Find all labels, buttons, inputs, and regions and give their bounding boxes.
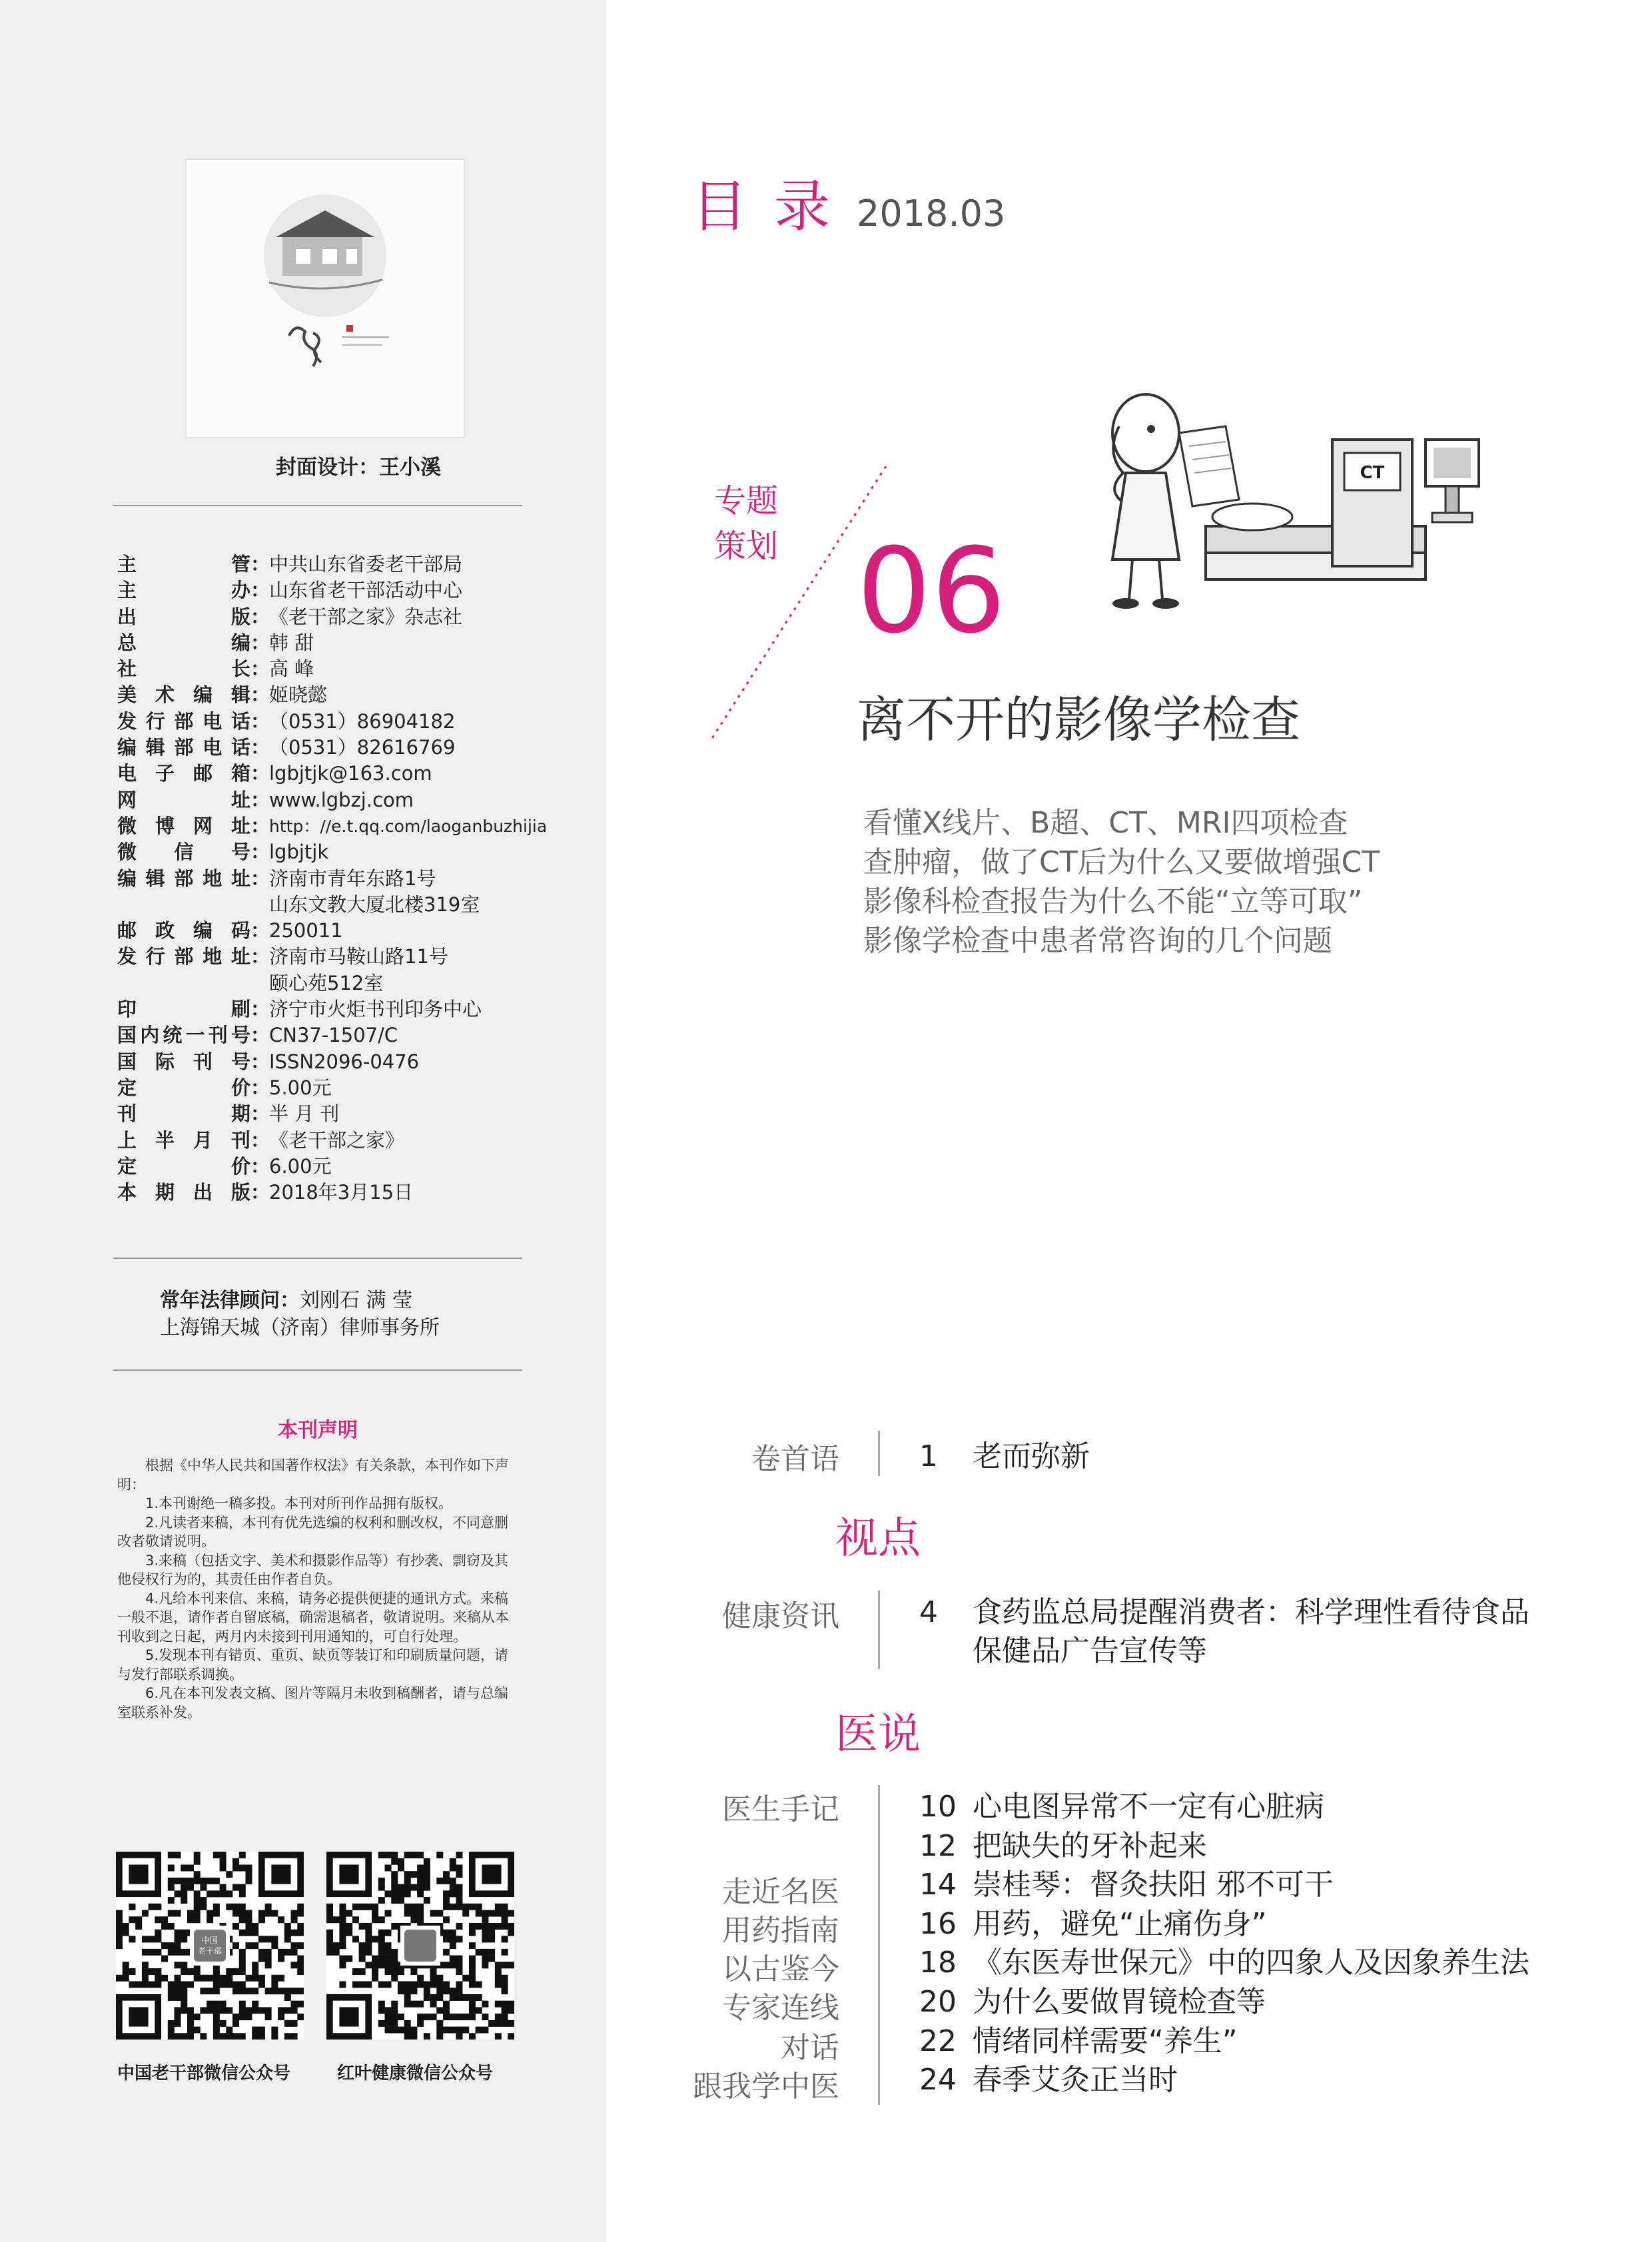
feature-subtopic[interactable]: 影像科检查报告为什么不能“立等可取” xyxy=(863,885,1363,919)
qr-caption-hongye: 红叶健康微信公众号 xyxy=(337,2063,494,2083)
masthead-colon: ： xyxy=(250,1128,270,1152)
masthead-label xyxy=(117,1128,250,1154)
toc-entry-page: 20 xyxy=(919,1985,957,2019)
section-label-health-news: 健康资讯 xyxy=(722,1599,839,1633)
toc-entry-page: 10 xyxy=(919,1790,957,1824)
notice-title: 本刊声明 xyxy=(278,1419,358,1442)
masthead-value: 5.00元 xyxy=(269,1076,332,1099)
masthead-label xyxy=(117,996,250,1022)
section-label-preface: 卷首语 xyxy=(751,1442,839,1476)
masthead-colon: ： xyxy=(250,553,270,575)
masthead-colon: ： xyxy=(250,683,270,707)
masthead-row xyxy=(117,866,584,919)
masthead-value: CN37-1507/C xyxy=(269,1024,398,1047)
masthead-label-char: 出 xyxy=(117,605,137,628)
masthead-label-char: 印 xyxy=(117,998,137,1021)
masthead-label-char: 箱 xyxy=(230,762,250,785)
toc-entry[interactable] xyxy=(919,2022,1238,2061)
masthead-value: http：//e.t.qq.com/laoganbuzhijia xyxy=(269,816,548,836)
notice-paragraph: 5.发现本刊有错页、重页、缺页等装订和印刷质量问题，请与发行部联系调换。 xyxy=(117,1647,509,1682)
masthead-label-char: 部 xyxy=(174,709,194,733)
masthead-label-char: 期 xyxy=(230,1102,250,1126)
notice-paragraph: 根据《中华人民共和国著作权法》有关条款，本刊作如下声明： xyxy=(117,1457,509,1493)
masthead-row xyxy=(117,1049,584,1075)
masthead-row xyxy=(117,1128,584,1154)
masthead-label-char: 总 xyxy=(117,631,137,654)
masthead-label-char: 美 xyxy=(117,683,137,707)
masthead-label-char: 信 xyxy=(174,841,194,864)
masthead-label-char: 址 xyxy=(230,867,250,890)
masthead-label-char: 微 xyxy=(117,841,137,864)
masthead-label-char: 管 xyxy=(230,553,250,575)
notice-paragraph: 2.凡读者来稿，本刊有优先选编的权利和删改权，不同意删改者敬请说明。 xyxy=(117,1514,509,1549)
masthead-label-char: 办 xyxy=(230,579,250,602)
masthead-label xyxy=(117,604,250,630)
notice-paragraph: 4.凡给本刊来信、来稿，请务必提供便捷的通讯方式。来稿一般不退，请作者自留底稿，确需退稿者，敬请说明。来稿从本刊收到之日起，两月内未接到刊用通知的，可自行处理。 xyxy=(117,1590,509,1645)
masthead-label-char: 地 xyxy=(203,867,222,890)
masthead-value: 高 峰 xyxy=(269,657,314,681)
masthead-row xyxy=(117,735,584,761)
masthead-row xyxy=(117,918,584,944)
masthead-label-char: 编 xyxy=(193,919,212,942)
feature-subtopics xyxy=(863,803,1380,960)
feature-subtopic[interactable]: 影像学检查中患者常咨询的几个问题 xyxy=(863,924,1332,958)
masthead-label-char: 电 xyxy=(203,709,222,733)
masthead-label-char: 出 xyxy=(193,1181,212,1204)
masthead-row xyxy=(117,552,584,577)
masthead-value: 250011 xyxy=(269,919,343,942)
masthead-value: lgbjtjk xyxy=(269,841,329,864)
section-label-medical: 用药指南 xyxy=(722,1914,839,1948)
masthead-label-char: 刊 xyxy=(193,1050,212,1073)
masthead-label-char: 编 xyxy=(193,683,212,707)
section-bar xyxy=(878,1785,880,2105)
masthead-value: 韩 甜 xyxy=(269,631,314,654)
masthead-value: 《老干部之家》 xyxy=(269,1128,405,1152)
notice-paragraph: 3.来稿（包括文字、美术和摄影作品等）有抄袭、剽窃及其他侵权行为的，其责任由作者自负。 xyxy=(117,1552,509,1587)
masthead-label-char: 定 xyxy=(117,1076,137,1099)
masthead-label-char: 址 xyxy=(230,814,250,837)
masthead-label xyxy=(117,866,250,919)
toc-entry-title: 把缺失的牙补起来 xyxy=(973,1828,1207,1863)
feature-title[interactable]: 离不开的影像学检查 xyxy=(857,691,1300,749)
masthead-label-char: 址 xyxy=(230,945,250,968)
masthead-colon: ： xyxy=(250,919,270,942)
masthead-label-char: 际 xyxy=(155,1050,175,1073)
section-label-medical: 走近名医 xyxy=(722,1875,839,1909)
masthead-row xyxy=(117,813,584,839)
masthead-label xyxy=(117,630,250,656)
masthead-value: 济宁市火炬书刊印务中心 xyxy=(269,998,482,1021)
masthead-row xyxy=(117,944,584,996)
toc-entry-page: 1 xyxy=(919,1439,938,1473)
masthead-label-char: 价 xyxy=(230,1076,250,1099)
legal-advisor-label: 常年法律顾问： xyxy=(160,1289,300,1312)
toc-entry[interactable] xyxy=(919,1827,1207,1866)
masthead-colon: ： xyxy=(250,1154,270,1178)
ct-label: CT xyxy=(1360,463,1385,483)
section-label-medical: 跟我学中医 xyxy=(693,2069,839,2103)
masthead-label-char: 半 xyxy=(155,1128,175,1152)
masthead-value: 姬晓懿 xyxy=(269,683,328,707)
toc-entry-page: 24 xyxy=(919,2063,957,2097)
toc-header xyxy=(691,174,1006,239)
masthead-label-char: 本 xyxy=(117,1181,137,1204)
toc-entry-page: 14 xyxy=(919,1868,957,1902)
masthead-row xyxy=(117,1154,584,1180)
toc-entry[interactable] xyxy=(919,1983,1266,2022)
toc-entry-title: 情绪同样需要“养生” xyxy=(973,2024,1238,2058)
masthead-row xyxy=(117,787,584,813)
masthead-label-char: 邮 xyxy=(193,762,212,785)
masthead-value: 济南市马鞍山路11号 颐心苑512室 xyxy=(269,945,448,994)
masthead-colon: ： xyxy=(250,1181,270,1204)
law-firm: 上海锦天城（济南）律师事务所 xyxy=(160,1316,440,1339)
masthead-label-char: 号 xyxy=(230,1024,250,1047)
notice-paragraph: 6.凡在本刊发表文稿、图片等隔月未收到稿酬者，请与总编室联系补发。 xyxy=(117,1685,509,1720)
masthead-label-char: 月 xyxy=(193,1128,212,1152)
masthead-label-char: 话 xyxy=(230,736,250,759)
masthead-label-char: 地 xyxy=(203,945,222,968)
toc-entry-title: 老而弥新 xyxy=(973,1439,1090,1473)
masthead-label xyxy=(117,1154,250,1180)
masthead-label-char: 术 xyxy=(155,683,175,707)
masthead-value: 山东省老干部活动中心 xyxy=(269,579,463,602)
cover-thumbnail xyxy=(187,160,464,437)
masthead-label-char: 码 xyxy=(230,919,250,942)
notice-paragraph: 1.本刊谢绝一稿多投。本刊对所刊作品拥有版权。 xyxy=(145,1495,453,1511)
masthead-label-char: 刷 xyxy=(230,998,250,1021)
masthead-label-char: 号 xyxy=(230,1050,250,1073)
masthead-label-char: 定 xyxy=(117,1154,137,1178)
masthead-label xyxy=(117,577,250,603)
masthead-row xyxy=(117,839,584,865)
feature-subtopic[interactable]: 看懂X线片、B超、CT、MRI四项检查 xyxy=(863,806,1348,840)
section-label-medical: 以古鉴今 xyxy=(722,1952,839,1986)
masthead-label xyxy=(117,709,250,735)
toc-entry[interactable] xyxy=(919,1593,1529,1671)
masthead-row xyxy=(117,1101,584,1127)
divider xyxy=(113,1369,522,1371)
masthead-label-char: 辑 xyxy=(145,736,165,759)
masthead-label-char: 上 xyxy=(117,1128,137,1152)
qr-center-text: 老干部 xyxy=(197,1946,222,1956)
masthead-value: ISSN2096-0476 xyxy=(269,1050,420,1073)
masthead-row xyxy=(117,577,584,603)
masthead-value: 6.00元 xyxy=(269,1154,332,1178)
masthead-label xyxy=(117,656,250,682)
qr-caption-laoganbu: 中国老干部微信公众号 xyxy=(117,2063,291,2083)
masthead-value: 2018年3月15日 xyxy=(269,1181,414,1204)
section-label-medical: 医生手记 xyxy=(722,1792,839,1826)
masthead-row xyxy=(117,1075,584,1101)
masthead-row xyxy=(117,630,584,656)
section-heading-medical: 医说 xyxy=(835,1710,921,1759)
toc-entry-title: 用药，避免“止痛伤身” xyxy=(973,1906,1267,1941)
masthead-label-char: 发 xyxy=(117,945,137,968)
masthead-label-char: 版 xyxy=(230,605,250,628)
masthead-row xyxy=(117,682,584,708)
masthead-label xyxy=(117,813,250,839)
masthead-label-char: 价 xyxy=(230,1154,250,1178)
feature-tag-line2: 策划 xyxy=(714,528,779,565)
toc-title: 目录 xyxy=(691,174,857,239)
masthead-value: lgbjtjk@163.com xyxy=(269,762,432,785)
masthead-label-char: 主 xyxy=(117,579,137,602)
toc-entry[interactable] xyxy=(919,1944,1529,1982)
section-heading-viewpoint: 视点 xyxy=(835,1514,921,1563)
section-bar xyxy=(878,1431,880,1476)
toc-entry-title: 为什么要做胃镜检查等 xyxy=(973,1985,1266,2019)
cover-illustration xyxy=(189,163,461,434)
masthead-label xyxy=(117,552,250,577)
toc-entry[interactable] xyxy=(919,1905,1267,1944)
masthead-colon: ： xyxy=(250,1076,270,1099)
masthead-label-char: 话 xyxy=(230,709,250,733)
toc-entry-title: 心电图异常不一定有心脏病 xyxy=(973,1790,1324,1824)
masthead-label-char: 编 xyxy=(117,736,137,759)
masthead-colon: ： xyxy=(250,709,270,733)
masthead-label xyxy=(117,1022,250,1048)
masthead-colon: ： xyxy=(250,631,270,654)
masthead-label xyxy=(117,682,250,708)
masthead-label-char: 邮 xyxy=(117,919,137,942)
section-label-medical: 专家连线 xyxy=(722,1991,839,2025)
masthead-label-char: 国 xyxy=(117,1050,137,1073)
masthead-colon: ： xyxy=(250,736,270,759)
masthead-label-char: 址 xyxy=(230,788,250,811)
toc-entry-title: 崇桂琴：督灸扶阳 邪不可干 xyxy=(973,1868,1334,1902)
masthead-colon: ： xyxy=(250,1024,270,1047)
masthead-label-char: 网 xyxy=(117,788,137,811)
masthead-label xyxy=(117,918,250,944)
masthead-label-char: 电 xyxy=(203,736,222,759)
feature-tag-line1: 专题 xyxy=(714,482,779,520)
masthead-label-char: 部 xyxy=(174,867,194,890)
masthead-value: 半 月 刊 xyxy=(269,1102,340,1126)
qr-code-hongye[interactable] xyxy=(326,1852,514,2040)
masthead-label-char: 编 xyxy=(230,631,250,654)
masthead-label xyxy=(117,1075,250,1101)
masthead-colon: ： xyxy=(250,867,270,890)
masthead-label-char: 子 xyxy=(155,762,175,785)
masthead-label-char: 刊 xyxy=(117,1102,137,1126)
masthead-label-char: 刊 xyxy=(230,1128,250,1152)
legal-advisor-names: 刘刚石 满 莹 xyxy=(300,1289,413,1312)
divider xyxy=(113,1258,522,1259)
masthead-label-char: 辑 xyxy=(145,867,165,890)
masthead-label-char: 行 xyxy=(145,945,165,968)
masthead-row xyxy=(117,709,584,735)
masthead-colon: ： xyxy=(250,814,270,837)
masthead-label xyxy=(117,787,250,813)
masthead-label xyxy=(117,1101,250,1127)
masthead-label xyxy=(117,1049,250,1075)
toc-entry-page: 16 xyxy=(919,1906,957,1941)
masthead-value: 中共山东省委老干部局 xyxy=(269,553,463,575)
masthead-colon: ： xyxy=(250,657,270,681)
masthead-colon: ： xyxy=(250,1050,270,1073)
masthead-label-char: 部 xyxy=(174,736,194,759)
masthead-label-char: 一 xyxy=(185,1024,205,1047)
masthead-label xyxy=(117,944,250,996)
masthead-label-char: 编 xyxy=(117,867,137,890)
masthead-row xyxy=(117,656,584,682)
masthead-label-char: 内 xyxy=(140,1024,160,1047)
masthead-label xyxy=(117,839,250,865)
legal-advisor xyxy=(160,1287,440,1341)
toc-entry-page: 4 xyxy=(919,1595,938,1629)
masthead-label-char: 部 xyxy=(174,945,194,968)
masthead-label-char: 长 xyxy=(230,657,250,681)
masthead-label-char: 政 xyxy=(155,919,175,942)
ct-scan-cartoon xyxy=(1092,386,1492,613)
toc-entry[interactable] xyxy=(919,1866,1334,1904)
masthead-value: www.lgbzj.com xyxy=(269,788,414,811)
masthead-label-char: 刊 xyxy=(208,1024,228,1047)
section-label-medical: 对话 xyxy=(781,2031,839,2065)
masthead xyxy=(117,552,584,1206)
toc-entry-page: 18 xyxy=(919,1946,957,1980)
toc-entry[interactable] xyxy=(919,2061,1178,2099)
qr-code-laoganbu[interactable] xyxy=(116,1852,304,2040)
toc-entry-title: 《东医寿世保元》中的四象人及因象养生法 xyxy=(973,1946,1529,1980)
masthead-label-char: 辑 xyxy=(230,683,250,707)
masthead-label-char: 统 xyxy=(163,1024,183,1047)
masthead-colon: ： xyxy=(250,605,270,628)
masthead-colon: ： xyxy=(250,579,270,602)
masthead-label xyxy=(117,735,250,761)
masthead-value: （0531）82616769 xyxy=(269,736,456,759)
masthead-colon: ： xyxy=(250,1102,270,1126)
toc-entry[interactable] xyxy=(919,1437,1090,1476)
masthead-label-char: 国 xyxy=(117,1024,137,1047)
masthead-value: 济南市青年东路1号 山东文教大厦北楼319室 xyxy=(269,867,480,916)
feature-page-number[interactable]: 06 xyxy=(857,523,1006,659)
masthead-label-char: 主 xyxy=(117,553,137,575)
masthead-colon: ： xyxy=(250,762,270,785)
divider xyxy=(113,505,522,506)
masthead-value: （0531）86904182 xyxy=(269,709,456,733)
masthead-label-char: 发 xyxy=(117,709,137,733)
masthead-label-char: 行 xyxy=(145,709,165,733)
masthead-label-char: 号 xyxy=(230,841,250,864)
masthead-row xyxy=(117,1180,584,1206)
masthead-row xyxy=(117,996,584,1022)
masthead-label-char: 博 xyxy=(155,814,175,837)
masthead-label xyxy=(117,761,250,787)
masthead-colon: ： xyxy=(250,841,270,864)
issue-date: 2018.03 xyxy=(857,192,1006,234)
masthead-colon: ： xyxy=(250,788,270,811)
masthead-label-char: 期 xyxy=(155,1181,175,1204)
masthead-label-char: 版 xyxy=(230,1181,250,1204)
colophon-sidebar xyxy=(0,0,606,2242)
masthead-row xyxy=(117,761,584,787)
toc-entry[interactable] xyxy=(919,1788,1324,1826)
masthead-label xyxy=(117,1180,250,1206)
masthead-colon: ： xyxy=(250,998,270,1021)
toc-entry-page: 22 xyxy=(919,2024,957,2058)
section-bar xyxy=(878,1591,880,1669)
toc-entry-title: 春季艾灸正当时 xyxy=(973,2063,1178,2097)
copyright-notice xyxy=(117,1456,521,1722)
masthead-value: 《老干部之家》杂志社 xyxy=(269,605,463,628)
masthead-row xyxy=(117,604,584,630)
masthead-colon: ： xyxy=(250,945,270,968)
masthead-label-char: 社 xyxy=(117,657,137,681)
toc-entry-page: 12 xyxy=(919,1828,957,1863)
feature-subtopic[interactable]: 查肿瘤，做了CT后为什么又要做增强CT xyxy=(863,845,1380,879)
masthead-row xyxy=(117,1022,584,1048)
toc-entry-title: 食药监总局提醒消费者：科学理性看待食品 保健品广告宣传等 xyxy=(973,1595,1529,1668)
masthead-label-char: 微 xyxy=(117,814,137,837)
qr-center-text: 中国 xyxy=(201,1936,218,1945)
cover-caption: 封面设计：王小溪 xyxy=(276,456,441,480)
masthead-label-char: 电 xyxy=(117,762,137,785)
masthead-label-char: 网 xyxy=(193,814,212,837)
